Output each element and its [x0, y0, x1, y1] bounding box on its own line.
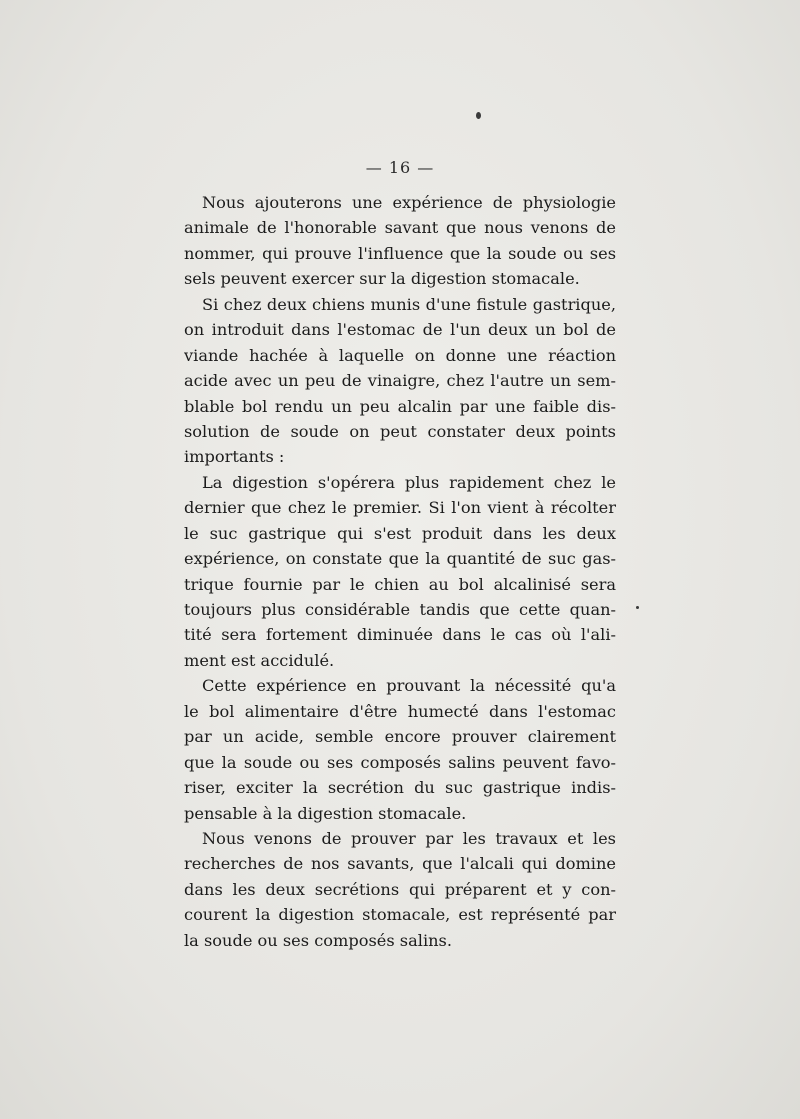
text-line: Si chez deux chiens munis d'une fistule gastrique,	[202, 294, 616, 314]
text-line: recherches de nos savants, que l'alcali qui domine	[184, 854, 616, 874]
text-line: Cette expérience en prouvant la nécessité qu'a	[202, 676, 616, 696]
text-line: viande hachée à laquelle on donne une réaction	[184, 345, 616, 365]
text-line: la soude ou ses composés salins.	[184, 930, 452, 950]
text-line: sels peuvent exercer sur la digestion stomacale.	[184, 269, 580, 289]
text-line: le bol alimentaire d'être humecté dans l'estomac	[184, 701, 616, 721]
ink-speck	[636, 606, 639, 609]
paragraph	[184, 673, 616, 826]
text-line: trique fournie par le chien au bol alcalinisé sera	[184, 574, 616, 594]
body-text	[184, 190, 616, 953]
text-line: ment est accidulé.	[184, 650, 335, 670]
text-line: que la soude ou ses composés salins peuvent favo-	[184, 752, 616, 772]
text-line: animale de l'honorable savant que nous venons de	[184, 218, 616, 238]
text-line: riser, exciter la secrétion du suc gastrique indis-	[184, 778, 616, 798]
text-line: importants :	[184, 447, 285, 467]
text-line: toujours plus considérable tandis que cette quan-	[184, 600, 616, 619]
text-line: solution de soude on peut constater deux points	[184, 421, 616, 441]
text-line: Nous venons de prouver par les travaux et les	[202, 828, 616, 848]
paragraph	[184, 470, 616, 674]
text-line: nommer, qui prouve l'influence que la soude ou ses	[184, 243, 616, 263]
text-line: par un acide, semble encore prouver clairement	[184, 727, 616, 747]
text-line: acide avec un peu de vinaigre, chez l'autre un sem-	[184, 371, 616, 391]
text-line: dans les deux secrétions qui préparent et y con-	[184, 879, 616, 899]
text-line: le suc gastrique qui s'est produit dans les deux	[184, 523, 616, 543]
text-line: tité sera fortement diminuée dans le cas où l'ali-	[184, 625, 616, 645]
text-line: Nous ajouterons une expérience de physiologie	[202, 193, 616, 212]
text-line: expérience, on constate que la quantité de suc gas-	[184, 549, 616, 569]
paragraph	[184, 826, 616, 953]
text-line: dernier que chez le premier. Si l'on vient à récolter	[184, 498, 616, 518]
text-line: blable bol rendu un peu alcalin par une faible dis-	[184, 396, 616, 416]
text-line: on introduit dans l'estomac de l'un deux un bol de	[184, 320, 616, 340]
ink-speck	[476, 112, 481, 119]
paragraph	[184, 190, 616, 292]
text-line: La digestion s'opérera plus rapidement chez le	[202, 472, 616, 492]
paragraph	[184, 292, 616, 470]
text-line: pensable à la digestion stomacale.	[184, 803, 467, 823]
text-line: courent la digestion stomacale, est représenté par	[184, 905, 616, 925]
page-number: — 16 —	[365, 158, 435, 177]
